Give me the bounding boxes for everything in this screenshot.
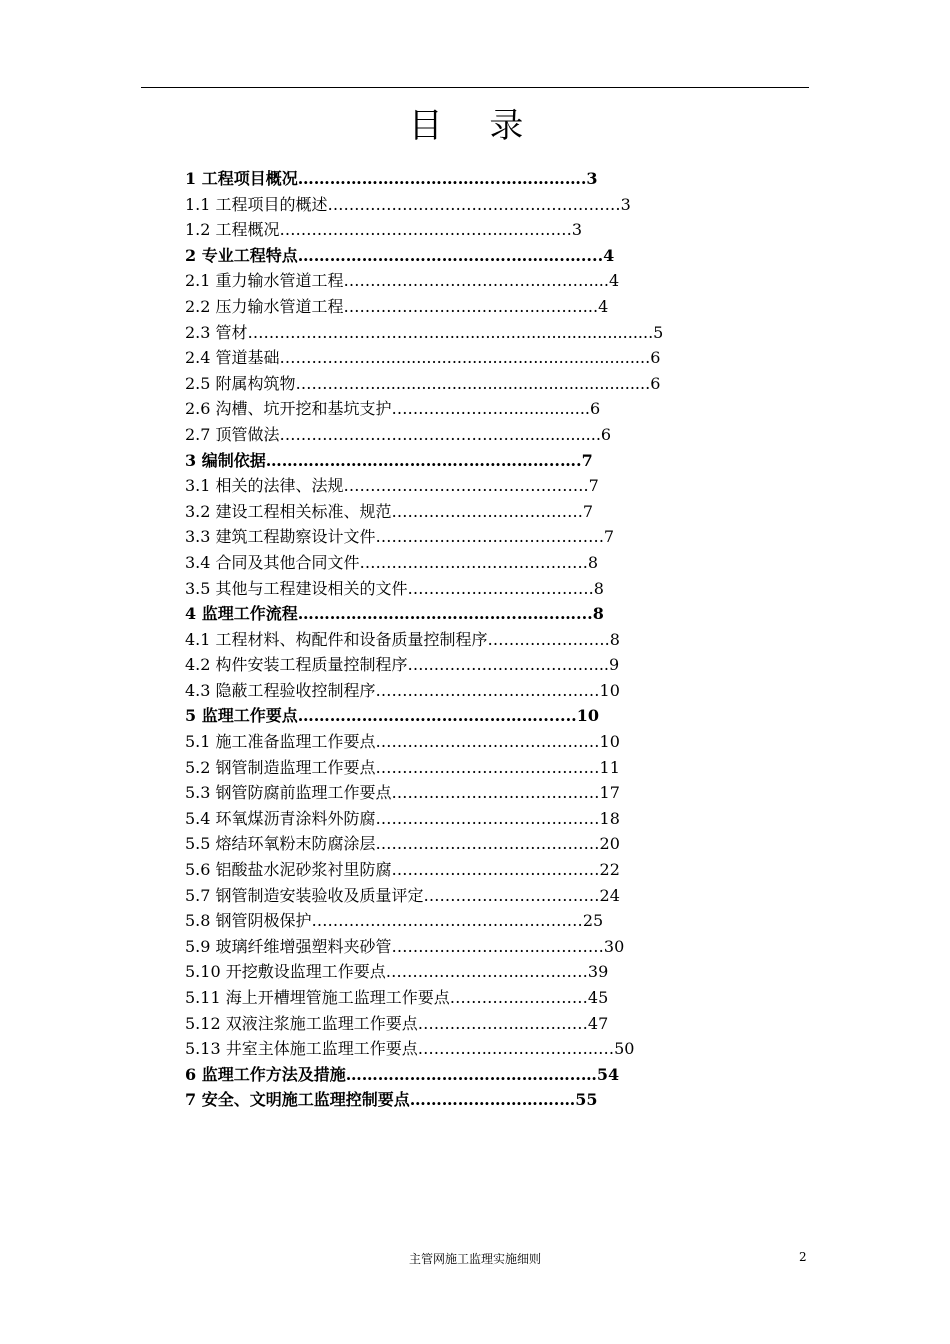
toc-entry-label: 5 监理工作要点 xyxy=(185,706,298,726)
toc-entry-label: 3.3 建筑工程勘察设计文件 xyxy=(185,527,376,547)
toc-entry-page: ...............6 xyxy=(513,399,601,419)
toc-entry[interactable] xyxy=(185,883,695,909)
toc-entry-leader: …….……………. xyxy=(487,629,610,649)
toc-entry-label: 3 编制依据 xyxy=(185,450,266,470)
toc-entry-leader: ………………………………….…………… xyxy=(327,194,621,214)
toc-entry-leader: …………………………………… xyxy=(375,732,600,752)
toc-entry-leader: …………………..….…………… xyxy=(375,527,599,547)
toc-entry-page: 17 xyxy=(599,783,620,803)
toc-entry-label: 3.1 相关的法律、法规 xyxy=(185,476,344,496)
toc-entry-label: 2.4 管道基础 xyxy=(185,348,280,368)
toc-entry-page: ..4 xyxy=(587,296,609,316)
toc-entry-label: 4.3 隐蔽工程验收控制程序 xyxy=(185,680,376,700)
page-number: 2 xyxy=(799,1250,807,1264)
toc-entry-page: 24 xyxy=(599,885,620,905)
toc-entry-page: 8 xyxy=(587,552,599,572)
toc-entry-leader: ……………………………………..… xyxy=(345,1064,597,1084)
toc-entry-label: 2.2 压力输水管道工程 xyxy=(185,296,344,316)
toc-entry[interactable] xyxy=(185,550,695,576)
toc-entry[interactable] xyxy=(185,576,695,602)
toc-entry-page: 39 xyxy=(587,962,609,982)
toc-entry-leader: ………………..….………………. xyxy=(359,552,588,572)
toc-entry[interactable] xyxy=(185,985,695,1011)
toc-entry[interactable] xyxy=(185,320,695,346)
toc-entry-page: 20 xyxy=(599,834,620,854)
toc-entry-label: 4.2 构件安装工程质量控制程序 xyxy=(185,655,408,675)
toc-entry-leader: …………………….………. xyxy=(407,578,594,598)
toc-entry[interactable] xyxy=(185,473,695,499)
toc-entry-label: 5.13 井室主体施工监理工作要点 xyxy=(185,1039,418,1059)
toc-entry-page: 10 xyxy=(599,732,620,752)
toc-entry[interactable] xyxy=(185,166,695,192)
toc-entry-leader: …………………………………… xyxy=(375,808,600,828)
toc-entry-page: 47 xyxy=(587,1013,609,1033)
toc-entry[interactable] xyxy=(185,959,695,985)
toc-entry-leader: ………………………………….……….… xyxy=(297,245,581,265)
toc-entry-page: 8 xyxy=(593,578,604,598)
toc-entry-leader: ………………………………..……………..…. xyxy=(265,450,582,470)
toc-entry-label: 5.3 钢管防腐前监理工作要点 xyxy=(185,783,392,803)
toc-entry[interactable] xyxy=(185,678,695,704)
toc-entry[interactable] xyxy=(185,1011,695,1037)
toc-entry-leader: ………………………………… xyxy=(391,783,600,803)
toc-entry[interactable] xyxy=(185,780,695,806)
toc-entry-page: 11 xyxy=(599,757,620,777)
toc-entry[interactable] xyxy=(185,1062,695,1088)
toc-entry-page: 8 xyxy=(609,629,620,649)
toc-entry-leader: ………………………………………. xyxy=(279,424,525,444)
toc-entry-label: 7 安全、文明施工监理控制要点 xyxy=(185,1090,410,1110)
toc-entry-page: 55 xyxy=(575,1090,598,1110)
toc-entry[interactable] xyxy=(185,499,695,525)
toc-entry-label: 3.5 其他与工程建设相关的文件 xyxy=(185,578,408,598)
toc-entry[interactable] xyxy=(185,627,695,653)
toc-entry[interactable] xyxy=(185,448,695,474)
toc-entry-page: ......................................................6 xyxy=(375,373,661,393)
toc-entry-leader: ……………………….… xyxy=(409,1090,576,1110)
toc-entry[interactable] xyxy=(185,268,695,294)
toc-entry-label: 5.11 海上开槽埋管施工监理工作要点 xyxy=(185,988,450,1007)
toc-entry[interactable] xyxy=(185,652,695,678)
toc-entry-page: .7 xyxy=(598,527,615,547)
toc-entry[interactable] xyxy=(185,703,695,729)
toc-entry-label: 5.8 钢管阴极保护 xyxy=(185,911,312,931)
toc-entry-leader: ……………… xyxy=(279,348,376,368)
toc-entry-page: 3 xyxy=(620,194,631,214)
toc-entry[interactable] xyxy=(185,396,695,422)
toc-entry-leader: ………………..……………. xyxy=(391,501,583,521)
header-rule xyxy=(141,87,809,88)
toc-entry-label: 1.2 工程概况 xyxy=(185,220,280,240)
toc-entry-label: 2.6 沟槽、坑开挖和基坑支护 xyxy=(185,399,392,419)
table-of-contents xyxy=(185,166,695,1113)
toc-entry[interactable] xyxy=(185,908,695,934)
toc-entry-label: 5.10 开挖敷设监理工作要点 xyxy=(185,962,386,982)
toc-entry[interactable] xyxy=(185,345,695,371)
toc-entry-label: 2.5 附属构筑物 xyxy=(185,373,296,393)
toc-entry-page: 18 xyxy=(599,808,620,828)
toc-entry[interactable] xyxy=(185,934,695,960)
toc-entry-label: 3.4 合同及其他合同文件 xyxy=(185,552,360,572)
toc-entry-page: .3 xyxy=(580,169,598,188)
toc-entry[interactable] xyxy=(185,1036,695,1062)
toc-entry-leader: …………………………………..……..…. xyxy=(297,604,582,624)
toc-entry-label: 5.7 钢管制造安装验收及质量评定 xyxy=(185,885,424,905)
toc-entry[interactable] xyxy=(185,729,695,755)
toc-entry-leader: ………………………………… xyxy=(391,860,600,880)
toc-entry-label: 5.1 施工准备监理工作要点 xyxy=(185,732,376,752)
toc-entry-label: 5.6 铝酸盐水泥砂浆衬里防腐 xyxy=(185,860,392,880)
toc-entry-page: ......................................................6 xyxy=(375,348,661,368)
toc-entry[interactable] xyxy=(185,601,695,627)
toc-entry-leader: …………………..…..………… xyxy=(391,936,604,956)
toc-entry-page: 7 xyxy=(581,450,593,470)
toc-entry-page: ..........................................5 xyxy=(439,322,664,342)
toc-entry-leader: ………………………………………. xyxy=(343,476,589,496)
toc-entry-label: 5.12 双液注浆施工监理工作要点 xyxy=(185,1013,418,1033)
toc-entry-leader: …………… xyxy=(295,373,376,393)
toc-entry-leader: …………………………… xyxy=(423,885,600,905)
toc-entry-page: 7 xyxy=(588,476,599,496)
toc-entry[interactable] xyxy=(185,243,695,269)
toc-entry[interactable] xyxy=(185,524,695,550)
toc-entry-leader: ……………………………….………. xyxy=(343,271,594,291)
toc-entry-label: 2.3 管材 xyxy=(185,322,248,342)
toc-entry-label: 5.4 环氧煤沥青涂料外防腐 xyxy=(185,808,376,828)
toc-entry-leader: …………………………………… xyxy=(375,757,600,777)
toc-entry-page: ...............6 xyxy=(524,424,612,444)
toc-entry-label: 3.2 建设工程相关标准、规范 xyxy=(185,501,392,521)
toc-entry-leader: …………………………………… xyxy=(375,680,600,700)
toc-entry[interactable] xyxy=(185,1087,695,1113)
toc-entry-label: 2 专业工程特点 xyxy=(185,245,298,265)
toc-entry-leader: ………….………. xyxy=(391,399,514,419)
toc-entry-page: 3 xyxy=(571,220,583,240)
toc-entry-leader: ………………………………..…………… xyxy=(297,169,581,188)
toc-entry-leader: ……………………..……….………. xyxy=(343,296,588,316)
toc-entry-page: 50 xyxy=(614,1039,635,1059)
toc-entry[interactable] xyxy=(185,831,695,857)
page-title: 目 录 xyxy=(408,106,542,146)
toc-entry-page: 30 xyxy=(603,936,625,956)
toc-entry-page: ....4 xyxy=(580,245,615,265)
toc-entry-leader: ……………………..………… xyxy=(385,962,588,982)
toc-entry-label: 6 监理工作方法及措施 xyxy=(185,1064,346,1084)
toc-entry-leader: …………………………………… xyxy=(375,834,600,854)
toc-entry[interactable] xyxy=(185,422,695,448)
toc-entry[interactable] xyxy=(185,371,695,397)
toc-entry-page: ..9 xyxy=(598,655,620,675)
toc-entry-page: 54 xyxy=(596,1064,620,1084)
toc-entry-label: 5.9 玻璃纤维增强塑料夹砂管 xyxy=(185,936,392,956)
toc-entry-label: 2.7 顶管做法 xyxy=(185,424,280,444)
toc-entry[interactable] xyxy=(185,857,695,883)
toc-entry-leader: ……………………………… xyxy=(247,322,440,342)
toc-entry[interactable] xyxy=(185,294,695,320)
toc-entry-leader: ………………………………………. xyxy=(297,706,544,726)
toc-entry-page: 10 xyxy=(599,680,620,700)
toc-entry-leader: ………………………………...………… xyxy=(311,911,583,931)
toc-entry-leader: …..…………………………. xyxy=(407,655,599,675)
toc-entry[interactable] xyxy=(185,192,695,218)
toc-entry-page: 7 xyxy=(582,501,593,521)
toc-entry-leader: ………………………..…………..………… xyxy=(279,220,572,240)
toc-entry-leader: ………………..………… xyxy=(417,1013,588,1033)
toc-entry-page: 25 xyxy=(582,911,604,931)
toc-entry-label: 5.5 熔结环氧粉末防腐涂层 xyxy=(185,834,376,854)
toc-entry-label: 5.2 钢管制造监理工作要点 xyxy=(185,757,376,777)
toc-entry[interactable] xyxy=(185,806,695,832)
toc-entry-page: ...4 xyxy=(593,271,620,291)
toc-entry-label: 4 监理工作流程 xyxy=(185,604,298,624)
toc-entry-page: 45 xyxy=(587,988,609,1007)
footer-title: 主管网施工监理实施细则 xyxy=(408,1252,541,1266)
toc-entry-label: 2.1 重力输水管道工程 xyxy=(185,271,344,291)
toc-entry[interactable] xyxy=(185,217,695,243)
toc-entry-page: 22 xyxy=(599,860,620,880)
toc-entry-label: 1 工程项目概况 xyxy=(185,169,298,188)
toc-entry-page: ..8 xyxy=(581,604,604,624)
toc-entry-label: 1.1 工程项目的概述 xyxy=(185,194,328,214)
toc-entry-label: 4.1 工程材料、构配件和设备质量控制程序 xyxy=(185,629,488,649)
toc-entry[interactable] xyxy=(185,755,695,781)
toc-entry-page: ......10 xyxy=(543,706,599,726)
toc-entry-leader: …………..………… xyxy=(449,988,588,1007)
toc-entry-leader: …………..………………..… xyxy=(417,1039,615,1059)
